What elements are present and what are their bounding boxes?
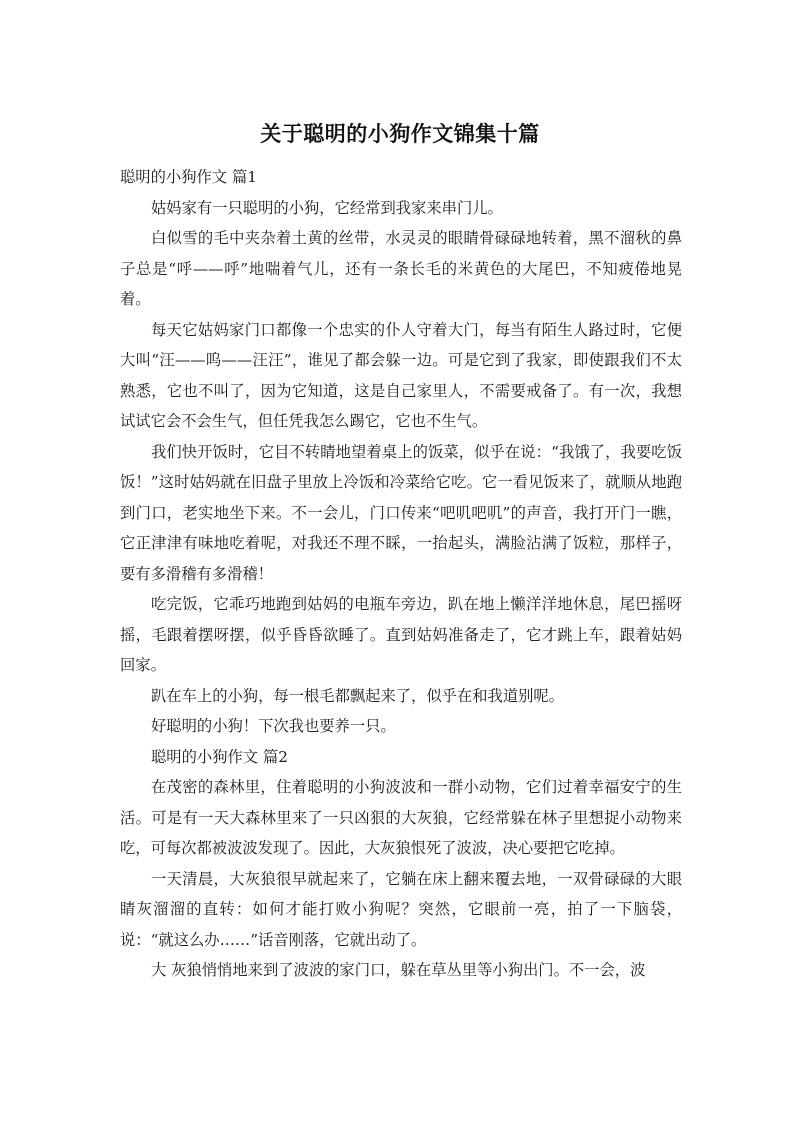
paragraph: 在茂密的森林里，住着聪明的小狗波波和一群小动物，它们过着幸福安宁的生活。可是有一天大森林里来了一只凶狠的大灰狼，它经常躲在林子里想捉小动物来吃，可每次都被波波发现了。因此，大灰狼恨死了波波，决心要把它吃掉。 (120, 778, 682, 857)
document-body (120, 162, 682, 986)
paragraph: 我们快开饭时，它目不转睛地望着桌上的饭菜，似乎在说：“我饿了，我要吃饭饭！”这时姑妈就在旧盘子里放上冷饭和冷菜给它吃。它一看见饭来了，就顺从地跑到门口，老实地坐下来。不一会儿，门口传来“吧叽吧叽”的声音，我打开门一瞧，它正津津有味地吃着呢，对我还不理不睬，一抬起头，满脸沾满了饭粒，那样子，要有多滑稽有多滑稽！ (120, 442, 682, 583)
section-heading-2: 聪明的小狗作文 篇2 (151, 747, 288, 766)
paragraph: 吃完饭，它乖巧地跑到姑妈的电瓶车旁边，趴在地上懒洋洋地休息，尾巴摇呀摇，毛跟着摆呀摆，似乎昏昏欲睡了。直到姑妈准备走了，它才跳上车，跟着姑妈回家。 (120, 595, 682, 674)
paragraph: 白似雪的毛中夹杂着土黄的丝带，水灵灵的眼睛骨碌碌地转着，黑不溜秋的鼻子总是“呼——呼”地喘着气儿，还有一条长毛的米黄色的大尾巴，不知疲倦地晃着。 (120, 229, 682, 308)
paragraph: 大 灰狼悄悄地来到了波波的家门口，躲在草丛里等小狗出门。不一会，波 (151, 961, 646, 979)
paragraph: 一天清晨，大灰狼很早就起来了，它躺在床上翻来覆去地，一双骨碌碌的大眼睛灰溜溜的直转：如何才能打败小狗呢？突然，它眼前一亮，拍了一下脑袋，说：“就这么办……”话音刚落，它就出动了。 (120, 869, 682, 949)
paragraph: 每天它姑妈家门口都像一个忠实的仆人守着大门，每当有陌生人路过时，它便大叫“汪——呜——汪汪”，谁见了都会躲一边。可是它到了我家，即使跟我们不太熟悉，它也不叫了，因为它知道，这是自己家里人，不需要戒备了。有一次，我想试试它会不会生气，但任凭我怎么踢它，它也不生气。 (120, 320, 682, 430)
document-title: 关于聪明的小狗作文锦集十篇 (260, 122, 540, 146)
section-heading-1: 聪明的小狗作文 篇1 (120, 168, 257, 186)
paragraph: 趴在车上的小狗，每一根毛都飘起来了，似乎在和我道别呢。 (151, 686, 565, 705)
paragraph: 姑妈家有一只聪明的小狗，它经常到我家来串门儿。 (151, 198, 503, 217)
paragraph: 好聪明的小狗！下次我也要养一只。 (151, 717, 396, 735)
